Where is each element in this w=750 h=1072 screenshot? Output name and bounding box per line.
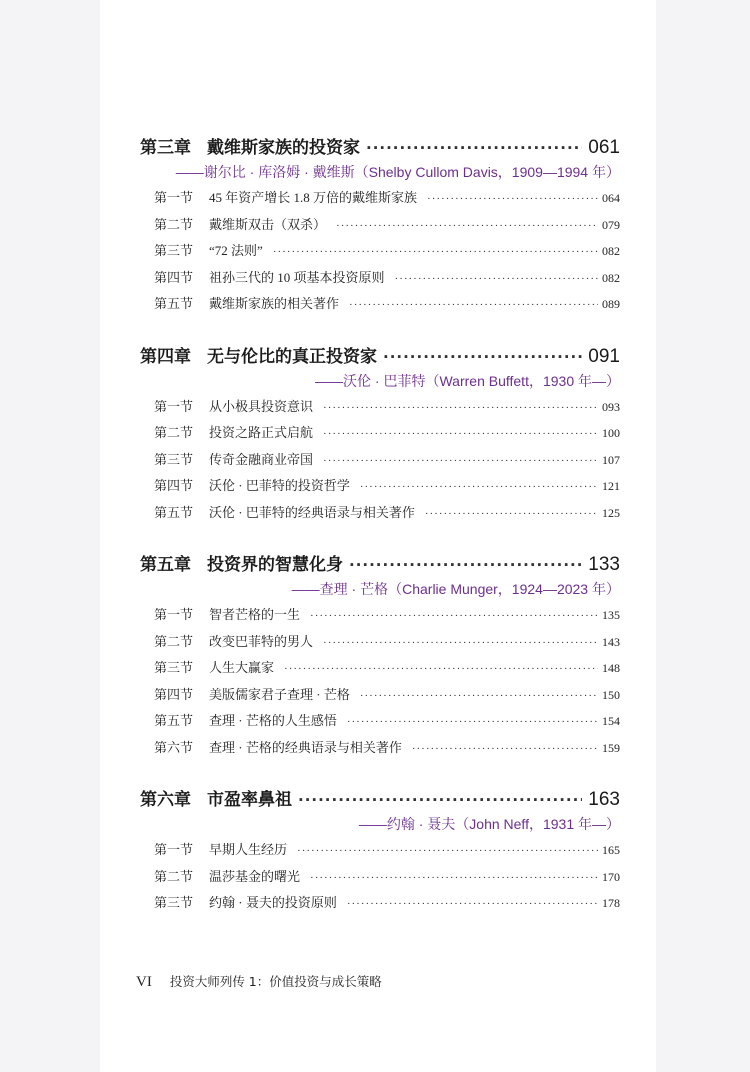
chapter-title: 投资界的智慧化身 bbox=[207, 555, 343, 575]
leader-dots bbox=[427, 193, 598, 205]
section-entry bbox=[140, 604, 620, 631]
section-title: 智者芒格的一生 bbox=[209, 607, 301, 622]
chapter-number: 第六章 bbox=[140, 790, 191, 810]
leader-dots bbox=[297, 845, 598, 857]
chapter-title: 市盈率鼻祖 bbox=[207, 790, 292, 810]
section-title: 查理 · 芒格的经典语录与相关著作 bbox=[209, 739, 402, 755]
leader-dots bbox=[349, 299, 598, 311]
section-title: 戴维斯家族的相关著作 bbox=[209, 296, 340, 311]
leader-dots bbox=[347, 716, 598, 728]
section-page-number: 154 bbox=[602, 714, 620, 728]
book-title: 投资大师列传 1：价值投资与成长策略 bbox=[169, 974, 382, 989]
chapter-page-number: 061 bbox=[588, 137, 620, 158]
leader-dots bbox=[336, 220, 598, 232]
section-title: 传奇金融商业帝国 bbox=[209, 451, 314, 467]
chapter-heading bbox=[140, 133, 620, 161]
chapter-entry bbox=[140, 550, 620, 763]
section-entry bbox=[140, 892, 620, 919]
section-page-number: 082 bbox=[602, 244, 620, 258]
leader-dots bbox=[323, 428, 598, 440]
section-title: 约翰 · 聂夫的投资原则 bbox=[209, 895, 337, 910]
leader-dots bbox=[323, 455, 598, 467]
leader-dots bbox=[366, 139, 582, 157]
section-page-number: 125 bbox=[602, 505, 620, 520]
chapter-number: 第五章 bbox=[140, 555, 191, 575]
leader-dots bbox=[323, 637, 598, 649]
chapter-page-number: 133 bbox=[588, 554, 620, 575]
section-entry bbox=[140, 475, 620, 502]
section-entry bbox=[140, 214, 620, 241]
section-entry bbox=[140, 502, 620, 529]
section-title: 45 年资产增长 1.8 万倍的戴维斯家族 bbox=[209, 190, 418, 205]
chapter-page-number: 091 bbox=[588, 345, 620, 367]
chapter-heading bbox=[140, 785, 620, 813]
section-number: 第三节 bbox=[154, 243, 194, 258]
chapter-person: ——谢尔比 · 库洛姆 · 戴维斯（Shelby Cullom Davis，1909—1994 年） bbox=[175, 164, 620, 180]
section-entry bbox=[140, 396, 620, 423]
section-number: 第二节 bbox=[154, 633, 194, 649]
page-footer bbox=[136, 972, 382, 991]
section-number: 第一节 bbox=[154, 607, 194, 622]
chapter-entry bbox=[140, 133, 620, 320]
section-page-number: 093 bbox=[602, 399, 620, 414]
book-page bbox=[100, 0, 656, 1072]
section-title: 从小极具投资意识 bbox=[209, 398, 314, 414]
page-number-roman: VI bbox=[136, 974, 152, 990]
section-entry bbox=[140, 187, 620, 214]
section-page-number: 135 bbox=[602, 608, 620, 622]
section-title: 人生大赢家 bbox=[209, 660, 275, 675]
section-number: 第三节 bbox=[154, 451, 194, 467]
section-number: 第一节 bbox=[154, 190, 194, 205]
section-page-number: 170 bbox=[602, 869, 620, 884]
leader-dots bbox=[383, 348, 582, 366]
section-page-number: 079 bbox=[602, 217, 620, 232]
section-page-number: 165 bbox=[602, 843, 620, 857]
leader-dots bbox=[323, 402, 598, 414]
chapter-person: ——查理 · 芒格（Charlie Munger，1924—2023 年） bbox=[291, 581, 620, 597]
section-page-number: 148 bbox=[602, 661, 620, 675]
chapter-number: 第四章 bbox=[140, 346, 191, 367]
section-title: 戴维斯双击（双杀） bbox=[209, 216, 327, 232]
section-number: 第一节 bbox=[154, 398, 194, 414]
section-entry bbox=[140, 267, 620, 294]
leader-dots bbox=[360, 690, 598, 702]
section-title: 早期人生经历 bbox=[209, 842, 288, 857]
section-page-number: 159 bbox=[602, 740, 620, 755]
section-title: 投资之路正式启航 bbox=[209, 425, 314, 440]
section-title: 沃伦 · 巴菲特的投资哲学 bbox=[209, 478, 350, 493]
section-title: 查理 · 芒格的人生感悟 bbox=[209, 713, 337, 728]
section-title: 祖孙三代的 10 项基本投资原则 bbox=[209, 269, 385, 285]
section-page-number: 150 bbox=[602, 687, 620, 702]
section-title: 温莎基金的曙光 bbox=[209, 868, 301, 884]
section-page-number: 178 bbox=[602, 896, 620, 910]
section-entry bbox=[140, 657, 620, 684]
section-page-number: 100 bbox=[602, 426, 620, 440]
leader-dots bbox=[349, 556, 582, 574]
section-title: 沃伦 · 巴菲特的经典语录与相关著作 bbox=[209, 504, 415, 520]
section-number: 第六节 bbox=[154, 739, 194, 755]
chapter-person: ——沃伦 · 巴菲特（Warren Buffett，1930 年—） bbox=[315, 372, 620, 389]
leader-dots bbox=[395, 273, 598, 285]
section-number: 第一节 bbox=[154, 842, 194, 857]
leader-dots bbox=[298, 791, 582, 809]
section-entry bbox=[140, 240, 620, 267]
section-title: 改变巴菲特的男人 bbox=[209, 633, 314, 649]
leader-dots bbox=[347, 898, 598, 910]
leader-dots bbox=[310, 610, 598, 622]
section-entry bbox=[140, 684, 620, 711]
section-number: 第三节 bbox=[154, 895, 194, 910]
section-title: 美版儒家君子查理 · 芒格 bbox=[209, 686, 350, 702]
leader-dots bbox=[310, 872, 598, 884]
chapter-title: 戴维斯家族的投资家 bbox=[207, 138, 360, 158]
section-page-number: 064 bbox=[602, 191, 620, 205]
section-number: 第四节 bbox=[154, 478, 194, 493]
chapter-heading bbox=[140, 550, 620, 578]
leader-dots bbox=[273, 246, 598, 258]
section-number: 第四节 bbox=[154, 686, 194, 702]
section-page-number: 082 bbox=[602, 270, 620, 285]
section-entry bbox=[140, 449, 620, 476]
section-entry bbox=[140, 839, 620, 866]
chapter-heading bbox=[140, 342, 620, 370]
section-page-number: 089 bbox=[602, 297, 620, 311]
chapter-entry bbox=[140, 342, 620, 529]
section-title: “72 法则” bbox=[209, 243, 263, 258]
section-entry bbox=[140, 710, 620, 737]
chapter-person: ——约翰 · 聂夫（John Neff，1931 年—） bbox=[358, 816, 620, 832]
section-page-number: 143 bbox=[602, 634, 620, 649]
leader-dots bbox=[284, 663, 598, 675]
section-entry bbox=[140, 866, 620, 893]
chapter-page-number: 163 bbox=[588, 789, 620, 810]
section-number: 第五节 bbox=[154, 713, 194, 728]
section-number: 第五节 bbox=[154, 296, 194, 311]
section-entry bbox=[140, 737, 620, 764]
leader-dots bbox=[360, 481, 598, 493]
leader-dots bbox=[412, 743, 598, 755]
section-page-number: 121 bbox=[602, 479, 620, 493]
section-number: 第二节 bbox=[154, 868, 194, 884]
table-of-contents bbox=[140, 133, 620, 941]
section-entry bbox=[140, 631, 620, 658]
section-entry bbox=[140, 293, 620, 320]
leader-dots bbox=[425, 508, 598, 520]
chapter-entry bbox=[140, 785, 620, 919]
chapter-title: 无与伦比的真正投资家 bbox=[207, 346, 377, 367]
section-number: 第四节 bbox=[154, 269, 194, 285]
section-number: 第二节 bbox=[154, 216, 194, 232]
section-number: 第三节 bbox=[154, 660, 194, 675]
chapter-number: 第三章 bbox=[140, 138, 191, 158]
section-number: 第五节 bbox=[154, 504, 194, 520]
section-page-number: 107 bbox=[602, 452, 620, 467]
section-entry bbox=[140, 422, 620, 449]
section-number: 第二节 bbox=[154, 425, 194, 440]
